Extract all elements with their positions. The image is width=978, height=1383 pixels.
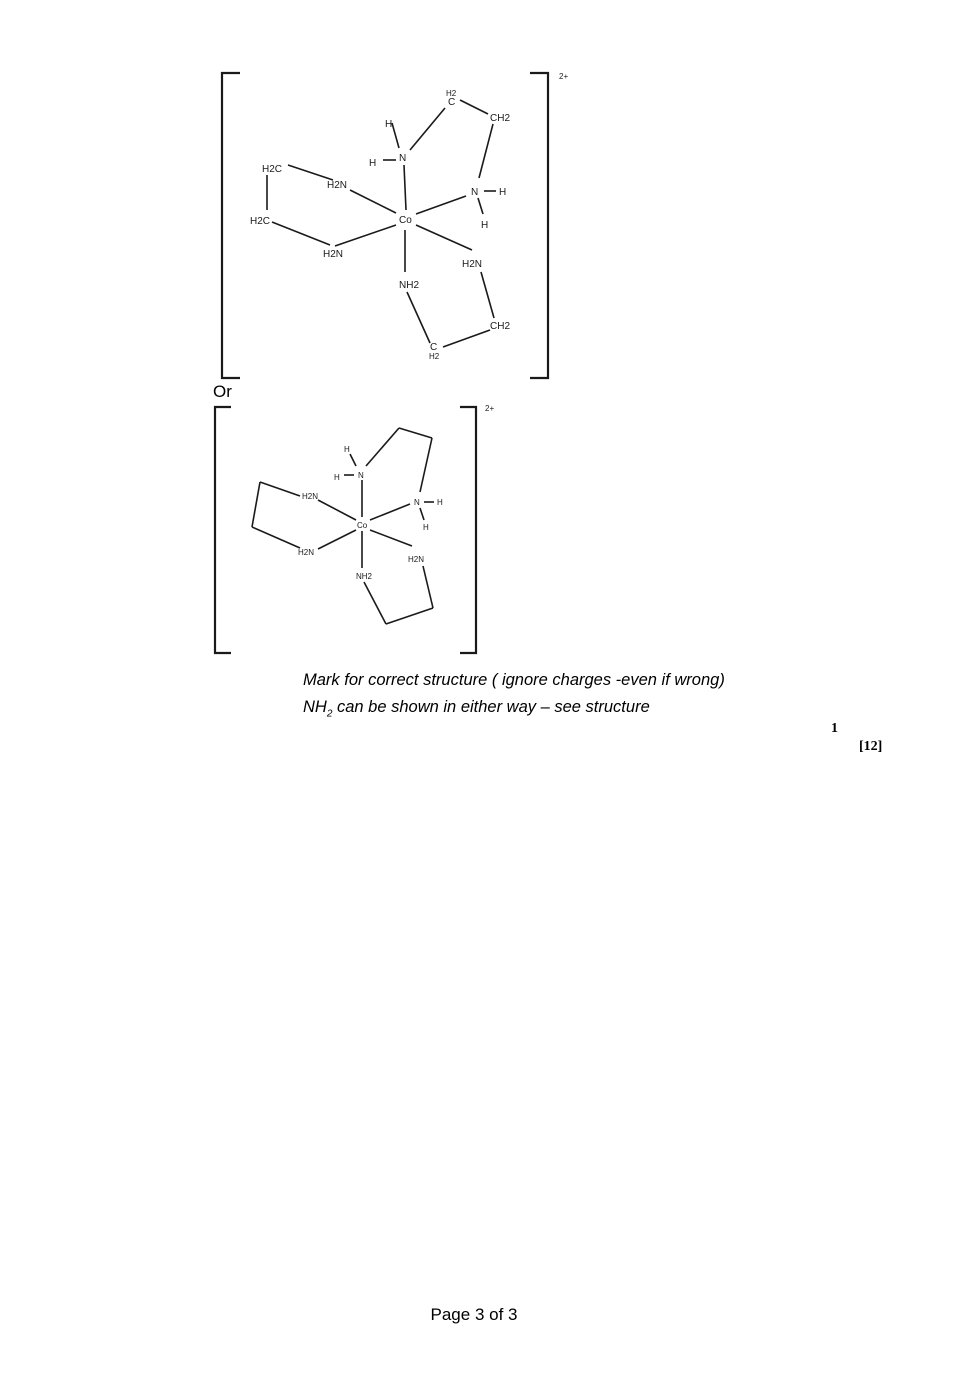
n-top-h-left: H: [369, 158, 377, 169]
nh2-note-suffix: can be shown in either way – see structure: [332, 698, 650, 716]
n-right-h-below: H: [481, 220, 489, 231]
n-top: N: [399, 153, 407, 164]
charge-label: 2+: [559, 72, 569, 81]
co-center: Co: [399, 215, 412, 226]
h2c-lower: H2C: [250, 216, 271, 227]
item-mark: 1: [831, 721, 838, 736]
structure-1: [222, 72, 568, 378]
n-right-h-right: H: [437, 498, 443, 507]
h2n-upper: H2N: [302, 492, 319, 501]
left-bracket: [222, 73, 240, 378]
nh2-subscript: 2: [326, 708, 333, 720]
total-mark: [12]: [859, 739, 883, 754]
page-number: Page 3 of 3: [430, 1305, 518, 1324]
h2c-upper: H2C: [262, 164, 283, 175]
n-right: N: [471, 187, 479, 198]
nh2-bottom: NH2: [399, 280, 420, 291]
marking-note-nh2: [303, 698, 650, 719]
bonds: [252, 428, 434, 624]
ch2-bottom-right: CH2: [490, 321, 511, 332]
c-top-h2: H2: [446, 89, 457, 98]
n-top-h-left: H: [334, 473, 340, 482]
c-top: C: [448, 97, 456, 108]
h2n-lower: H2N: [323, 249, 344, 260]
n-top: N: [358, 471, 364, 480]
nh2-bottom: NH2: [356, 572, 373, 581]
co-center: Co: [357, 521, 368, 530]
nh2-text: NH: [303, 698, 327, 716]
n-right-h-right: H: [499, 187, 507, 198]
left-bracket: [215, 407, 231, 653]
n-right: N: [414, 498, 420, 507]
bonds: [267, 100, 496, 347]
c-bottom: C: [430, 342, 438, 353]
ch2-right: CH2: [490, 113, 511, 124]
marking-note-structure: Mark for correct structure ( ignore charges -even if wrong): [303, 671, 725, 689]
h2n-lower: H2N: [298, 548, 315, 557]
c-bottom-h2: H2: [429, 352, 440, 361]
h2n-upper: H2N: [327, 180, 348, 191]
n-top-h-upper: H: [344, 445, 350, 454]
h2n-right: H2N: [462, 259, 483, 270]
charge-label: 2+: [485, 404, 495, 413]
right-bracket: [460, 407, 476, 653]
n-right-h-below: H: [423, 523, 429, 532]
or-separator: Or: [213, 382, 232, 401]
right-bracket: [530, 73, 548, 378]
structure-2: [215, 404, 494, 653]
h2n-right: H2N: [408, 555, 425, 564]
n-top-h-upper: H: [385, 119, 393, 130]
